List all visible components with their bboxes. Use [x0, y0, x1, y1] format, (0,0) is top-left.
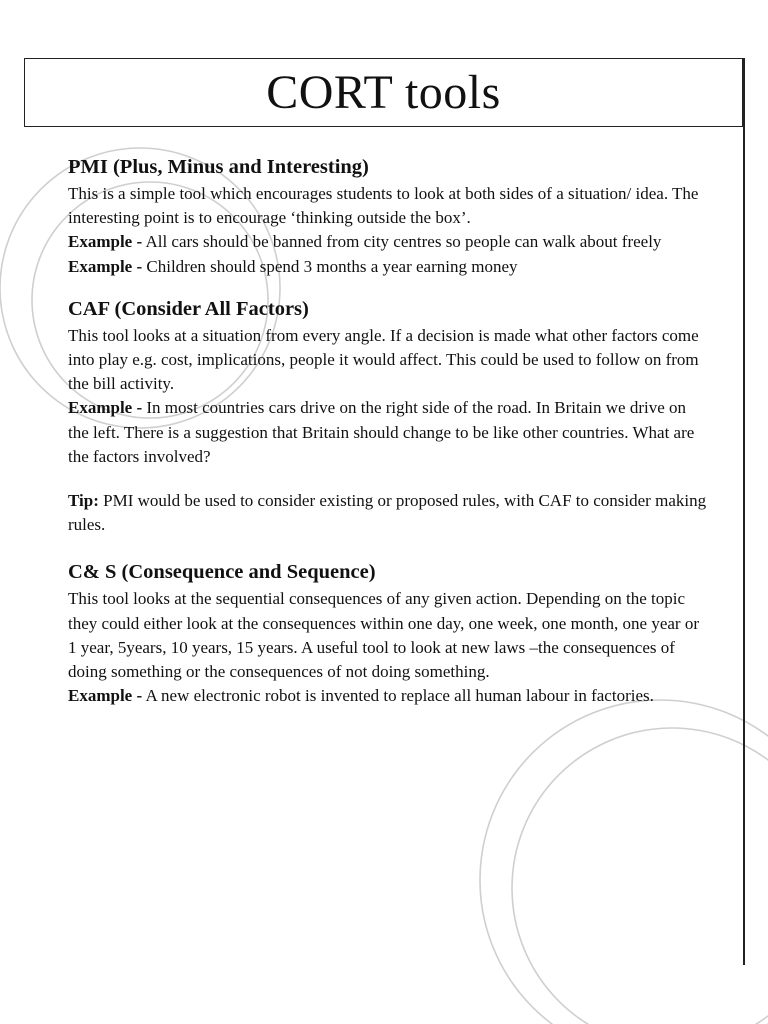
title-box [24, 58, 743, 127]
section-pmi [68, 152, 708, 279]
tip-text: PMI would be used to consider existing or proposed rules, with CAF to consider making rules. [68, 491, 707, 535]
page-title: CORT tools [266, 66, 501, 119]
example-label: Example - [68, 232, 143, 252]
bottom-right-circle-inner [512, 728, 768, 1024]
example-label: Example - [68, 256, 143, 276]
example-text: A new electronic robot is invented to replace all human labour in factories. [142, 686, 654, 706]
example-paragraph-pmi-2 [68, 255, 708, 279]
section-heading-pmi: PMI (Plus, Minus and Interesting) [68, 156, 369, 178]
right-border-rule [743, 58, 745, 965]
section-description-caf: This tool looks at a situation from every angle. If a decision is made what other factors come into play e.g. cost, implications, people it would affect. This could be used to follow on from the bill activity. [68, 325, 699, 394]
section-consequence-sequence [68, 557, 708, 708]
bottom-right-circle-outer [480, 700, 768, 1024]
example-paragraph-cs [68, 684, 708, 708]
tip-label: Tip: [68, 491, 99, 511]
section-caf [68, 294, 708, 469]
example-label: Example - [68, 686, 143, 706]
section-tip [68, 489, 708, 537]
section-description-pmi: This is a simple tool which encourages students to look at both sides of a situation/ idea. The interesting point is to encourage ‘thinking outside the box’. [68, 184, 699, 228]
example-paragraph-caf [68, 396, 708, 469]
example-text: In most countries cars drive on the right side of the road. In Britain we drive on the left. There is a suggestion that Britain should change to be like other countries. What are the factors involved? [68, 398, 695, 466]
section-heading-cs: C& S (Consequence and Sequence) [68, 561, 376, 584]
section-heading-caf: CAF (Consider All Factors) [68, 297, 309, 320]
section-description-cs: This tool looks at the sequential consequences of any given action. Depending on the topic they could either look at the consequences within one day, one week, one month, one year or 1 year, 5years, 10 years, 15 years. A useful tool to look at new laws –the consequences of doing something or the consequences of not doing something. [68, 589, 700, 682]
example-paragraph-pmi-1 [68, 230, 708, 254]
example-text: All cars should be banned from city centres so people can walk about freely [142, 232, 662, 252]
example-label: Example - [68, 398, 143, 418]
tip-paragraph [68, 489, 708, 537]
example-text: Children should spend 3 months a year earning money [142, 256, 518, 276]
document-body [68, 152, 708, 708]
